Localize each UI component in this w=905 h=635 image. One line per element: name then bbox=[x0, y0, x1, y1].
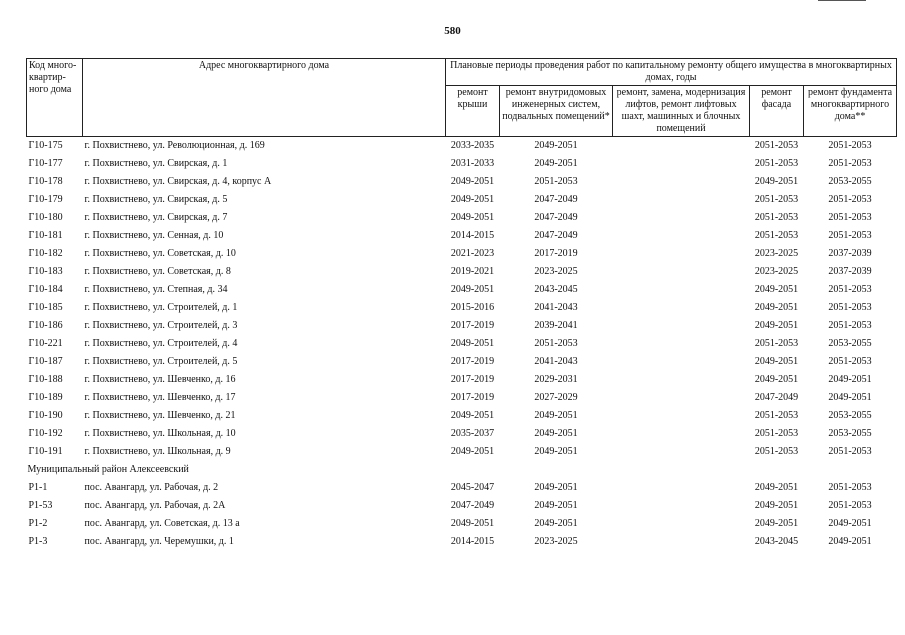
cell-roof: 2047-2049 bbox=[450, 500, 495, 511]
table-row bbox=[27, 497, 897, 515]
cell-foundation: 2051-2053 bbox=[828, 482, 872, 493]
cell-foundation: 2051-2053 bbox=[828, 320, 872, 331]
cell-code: Г10-177 bbox=[28, 158, 63, 169]
cell-roof: 2049-2051 bbox=[450, 410, 495, 421]
cell-roof: 2014-2015 bbox=[450, 536, 495, 547]
cell-foundation: 2053-2055 bbox=[828, 176, 872, 187]
cell-foundation: 2049-2051 bbox=[828, 518, 872, 529]
cell-code: Г10-186 bbox=[28, 320, 63, 331]
district-name: Муниципальный район Алексеевский bbox=[27, 464, 189, 475]
cell-roof: 2017-2019 bbox=[450, 392, 495, 403]
cell-facade: 2051-2053 bbox=[754, 140, 799, 151]
cell-facade: 2051-2053 bbox=[754, 158, 799, 169]
table-row bbox=[27, 515, 897, 533]
cell-facade: 2049-2051 bbox=[754, 374, 799, 385]
cell-elevators bbox=[613, 281, 750, 299]
cell-facade: 2049-2051 bbox=[754, 284, 799, 295]
cell-elevators bbox=[613, 335, 750, 353]
cell-address: г. Похвистнево, ул. Свирская, д. 4, корпус А bbox=[84, 176, 272, 187]
cell-code: Г10-189 bbox=[28, 392, 63, 403]
cell-code: Г10-221 bbox=[28, 338, 63, 349]
cell-facade: 2049-2051 bbox=[754, 500, 799, 511]
cell-engineering: 2047-2049 bbox=[534, 212, 578, 223]
cell-engineering: 2047-2049 bbox=[534, 194, 578, 205]
cell-facade: 2047-2049 bbox=[754, 392, 799, 403]
cell-engineering: 2049-2051 bbox=[534, 446, 578, 457]
cell-code: Г10-175 bbox=[28, 140, 63, 151]
table-row bbox=[27, 425, 897, 443]
cell-address: г. Похвистнево, ул. Свирская, д. 5 bbox=[84, 194, 228, 205]
cell-foundation: 2049-2051 bbox=[828, 392, 872, 403]
cell-facade: 2051-2053 bbox=[754, 338, 799, 349]
cell-address: г. Похвистнево, ул. Школьная, д. 10 bbox=[84, 428, 236, 439]
cell-engineering: 2051-2053 bbox=[534, 338, 578, 349]
cell-foundation: 2051-2053 bbox=[828, 500, 872, 511]
cell-engineering: 2049-2051 bbox=[534, 428, 578, 439]
table-row bbox=[27, 443, 897, 461]
cell-foundation: 2051-2053 bbox=[828, 212, 872, 223]
cell-engineering: 2051-2053 bbox=[534, 176, 578, 187]
header-code: Код много-квартир-ного дома bbox=[27, 59, 83, 137]
cell-address: пос. Авангард, ул. Рабочая, д. 2А bbox=[84, 500, 226, 511]
cell-code: Р1-3 bbox=[28, 536, 48, 547]
cell-address: г. Похвистнево, ул. Советская, д. 8 bbox=[84, 266, 231, 277]
cell-address: г. Похвистнево, ул. Свирская, д. 7 bbox=[84, 212, 228, 223]
cell-elevators bbox=[613, 299, 750, 317]
cell-elevators bbox=[613, 497, 750, 515]
header-periods: Плановые периоды проведения работ по капитальному ремонту общего имущества в многоквартирных домах, годы bbox=[446, 59, 897, 86]
cell-foundation: 2053-2055 bbox=[828, 428, 872, 439]
cell-roof: 2049-2051 bbox=[450, 212, 495, 223]
cell-elevators bbox=[613, 155, 750, 173]
cell-engineering: 2017-2019 bbox=[534, 248, 578, 259]
table-row bbox=[27, 317, 897, 335]
cell-roof: 2045-2047 bbox=[450, 482, 495, 493]
cell-facade: 2051-2053 bbox=[754, 212, 799, 223]
cell-code: Г10-183 bbox=[28, 266, 63, 277]
cell-roof: 2019-2021 bbox=[450, 266, 495, 277]
cell-elevators bbox=[613, 263, 750, 281]
cell-address: г. Похвистнево, ул. Строителей, д. 1 bbox=[84, 302, 238, 313]
cell-address: г. Похвистнево, ул. Шевченко, д. 17 bbox=[84, 392, 236, 403]
cell-address: г. Похвистнево, ул. Свирская, д. 1 bbox=[84, 158, 228, 169]
cell-elevators bbox=[613, 425, 750, 443]
table-row bbox=[27, 227, 897, 245]
cell-foundation: 2051-2053 bbox=[828, 158, 872, 169]
table-row bbox=[27, 245, 897, 263]
cell-elevators bbox=[613, 173, 750, 191]
cell-code: Г10-192 bbox=[28, 428, 63, 439]
cell-facade: 2051-2053 bbox=[754, 230, 799, 241]
cell-roof: 2049-2051 bbox=[450, 176, 495, 187]
table-row bbox=[27, 389, 897, 407]
cell-engineering: 2049-2051 bbox=[534, 140, 578, 151]
cell-foundation: 2049-2051 bbox=[828, 536, 872, 547]
cell-foundation: 2051-2053 bbox=[828, 302, 872, 313]
cell-elevators bbox=[613, 245, 750, 263]
cell-engineering: 2029-2031 bbox=[534, 374, 578, 385]
cell-foundation: 2053-2055 bbox=[828, 410, 872, 421]
cell-facade: 2051-2053 bbox=[754, 446, 799, 457]
table-row bbox=[27, 533, 897, 551]
cell-code: Г10-187 bbox=[28, 356, 63, 367]
cell-engineering: 2049-2051 bbox=[534, 482, 578, 493]
cell-elevators bbox=[613, 407, 750, 425]
cell-code: Г10-181 bbox=[28, 230, 63, 241]
cell-roof: 2021-2023 bbox=[450, 248, 495, 259]
cell-roof: 2049-2051 bbox=[450, 446, 495, 457]
cell-elevators bbox=[613, 371, 750, 389]
cell-facade: 2049-2051 bbox=[754, 320, 799, 331]
cell-roof: 2017-2019 bbox=[450, 374, 495, 385]
cell-roof: 2049-2051 bbox=[450, 338, 495, 349]
cell-facade: 2043-2045 bbox=[754, 536, 799, 547]
cell-address: г. Похвистнево, ул. Шевченко, д. 16 bbox=[84, 374, 236, 385]
cell-facade: 2049-2051 bbox=[754, 518, 799, 529]
cell-address: пос. Авангард, ул. Советская, д. 13 а bbox=[84, 518, 240, 529]
cell-elevators bbox=[613, 209, 750, 227]
cell-foundation: 2037-2039 bbox=[828, 248, 872, 259]
cell-elevators bbox=[613, 227, 750, 245]
cell-elevators bbox=[613, 479, 750, 497]
repair-schedule-table bbox=[26, 58, 897, 551]
header-elevators: ремонт, замена, модернизация лифтов, ремонт лифтовых шахт, машинных и блочных помещений bbox=[613, 86, 750, 137]
table-row bbox=[27, 155, 897, 173]
cell-address: пос. Авангард, ул. Рабочая, д. 2 bbox=[84, 482, 219, 493]
cell-code: Г10-188 bbox=[28, 374, 63, 385]
header-roof: ремонт крыши bbox=[446, 86, 500, 137]
cell-foundation: 2049-2051 bbox=[828, 374, 872, 385]
cell-roof: 2049-2051 bbox=[450, 284, 495, 295]
district-row bbox=[27, 461, 897, 479]
cell-address: г. Похвистнево, ул. Строителей, д. 5 bbox=[84, 356, 238, 367]
cell-facade: 2051-2053 bbox=[754, 194, 799, 205]
cell-roof: 2049-2051 bbox=[450, 518, 495, 529]
header-engineering: ремонт внутридомовых инженерных систем, подвальных помещений* bbox=[500, 86, 613, 137]
cell-code: Г10-182 bbox=[28, 248, 63, 259]
cell-elevators bbox=[613, 353, 750, 371]
cell-address: г. Похвистнево, ул. Строителей, д. 4 bbox=[84, 338, 238, 349]
cell-roof: 2035-2037 bbox=[450, 428, 495, 439]
table-row bbox=[27, 407, 897, 425]
cell-engineering: 2049-2051 bbox=[534, 500, 578, 511]
cell-engineering: 2049-2051 bbox=[534, 158, 578, 169]
cell-foundation: 2051-2053 bbox=[828, 284, 872, 295]
cell-foundation: 2051-2053 bbox=[828, 446, 872, 457]
table-row bbox=[27, 299, 897, 317]
cell-roof: 2033-2035 bbox=[450, 140, 495, 151]
cell-elevators bbox=[613, 389, 750, 407]
cell-code: Г10-178 bbox=[28, 176, 63, 187]
cell-engineering: 2049-2051 bbox=[534, 518, 578, 529]
cell-foundation: 2053-2055 bbox=[828, 338, 872, 349]
table-row bbox=[27, 335, 897, 353]
cell-engineering: 2043-2045 bbox=[534, 284, 578, 295]
cell-foundation: 2051-2053 bbox=[828, 140, 872, 151]
cell-address: пос. Авангард, ул. Черемушки, д. 1 bbox=[84, 536, 234, 547]
table-body bbox=[27, 137, 897, 552]
cell-foundation: 2037-2039 bbox=[828, 266, 872, 277]
cell-engineering: 2041-2043 bbox=[534, 302, 578, 313]
header-facade: ремонт фасада bbox=[750, 86, 804, 137]
cell-engineering: 2027-2029 bbox=[534, 392, 578, 403]
cell-address: г. Похвистнево, ул. Шевченко, д. 21 bbox=[84, 410, 236, 421]
cell-foundation: 2051-2053 bbox=[828, 356, 872, 367]
cell-elevators bbox=[613, 137, 750, 156]
header-address: Адрес многоквартирного дома bbox=[83, 59, 446, 137]
table-row bbox=[27, 173, 897, 191]
cell-facade: 2051-2053 bbox=[754, 410, 799, 421]
cell-code: Г10-190 bbox=[28, 410, 63, 421]
cell-facade: 2051-2053 bbox=[754, 428, 799, 439]
page-number: 580 bbox=[444, 25, 461, 37]
cell-facade: 2049-2051 bbox=[754, 176, 799, 187]
cell-elevators bbox=[613, 191, 750, 209]
cell-code: Г10-179 bbox=[28, 194, 63, 205]
cell-engineering: 2023-2025 bbox=[534, 536, 578, 547]
header-foundation: ремонт фундамента многоквартирного дома** bbox=[804, 86, 897, 137]
cell-elevators bbox=[613, 515, 750, 533]
cell-facade: 2049-2051 bbox=[754, 302, 799, 313]
cell-roof: 2017-2019 bbox=[450, 320, 495, 331]
table-row bbox=[27, 263, 897, 281]
cell-address: г. Похвистнево, ул. Советская, д. 10 bbox=[84, 248, 236, 259]
cell-facade: 2023-2025 bbox=[754, 266, 799, 277]
table-row bbox=[27, 209, 897, 227]
cell-roof: 2014-2015 bbox=[450, 230, 495, 241]
table-row bbox=[27, 137, 897, 156]
cell-code: Г10-185 bbox=[28, 302, 63, 313]
cell-engineering: 2041-2043 bbox=[534, 356, 578, 367]
cell-facade: 2049-2051 bbox=[754, 482, 799, 493]
cell-address: г. Похвистнево, ул. Степная, д. 34 bbox=[84, 284, 228, 295]
table-row bbox=[27, 281, 897, 299]
cell-elevators bbox=[613, 317, 750, 335]
cell-address: г. Похвистнево, ул. Строителей, д. 3 bbox=[84, 320, 238, 331]
table-row bbox=[27, 353, 897, 371]
cell-code: Р1-1 bbox=[28, 482, 48, 493]
cell-engineering: 2039-2041 bbox=[534, 320, 578, 331]
cell-facade: 2023-2025 bbox=[754, 248, 799, 259]
cell-address: г. Похвистнево, ул. Сенная, д. 10 bbox=[84, 230, 224, 241]
cell-engineering: 2047-2049 bbox=[534, 230, 578, 241]
cell-roof: 2031-2033 bbox=[450, 158, 495, 169]
header-row-1 bbox=[27, 59, 897, 86]
cell-code: Р1-2 bbox=[28, 518, 48, 529]
table-row bbox=[27, 191, 897, 209]
top-edge-line bbox=[818, 0, 866, 1]
cell-code: Г10-180 bbox=[28, 212, 63, 223]
cell-elevators bbox=[613, 443, 750, 461]
cell-code: Г10-184 bbox=[28, 284, 63, 295]
cell-elevators bbox=[613, 533, 750, 551]
cell-roof: 2017-2019 bbox=[450, 356, 495, 367]
cell-code: Р1-53 bbox=[28, 500, 53, 511]
cell-address: г. Похвистнево, ул. Школьная, д. 9 bbox=[84, 446, 231, 457]
cell-roof: 2049-2051 bbox=[450, 194, 495, 205]
cell-engineering: 2023-2025 bbox=[534, 266, 578, 277]
cell-code: Г10-191 bbox=[28, 446, 63, 457]
cell-address: г. Похвистнево, ул. Революционная, д. 169 bbox=[84, 140, 265, 151]
cell-engineering: 2049-2051 bbox=[534, 410, 578, 421]
cell-foundation: 2051-2053 bbox=[828, 194, 872, 205]
cell-facade: 2049-2051 bbox=[754, 356, 799, 367]
table-row bbox=[27, 479, 897, 497]
table-row bbox=[27, 371, 897, 389]
cell-foundation: 2051-2053 bbox=[828, 230, 872, 241]
cell-roof: 2015-2016 bbox=[450, 302, 495, 313]
